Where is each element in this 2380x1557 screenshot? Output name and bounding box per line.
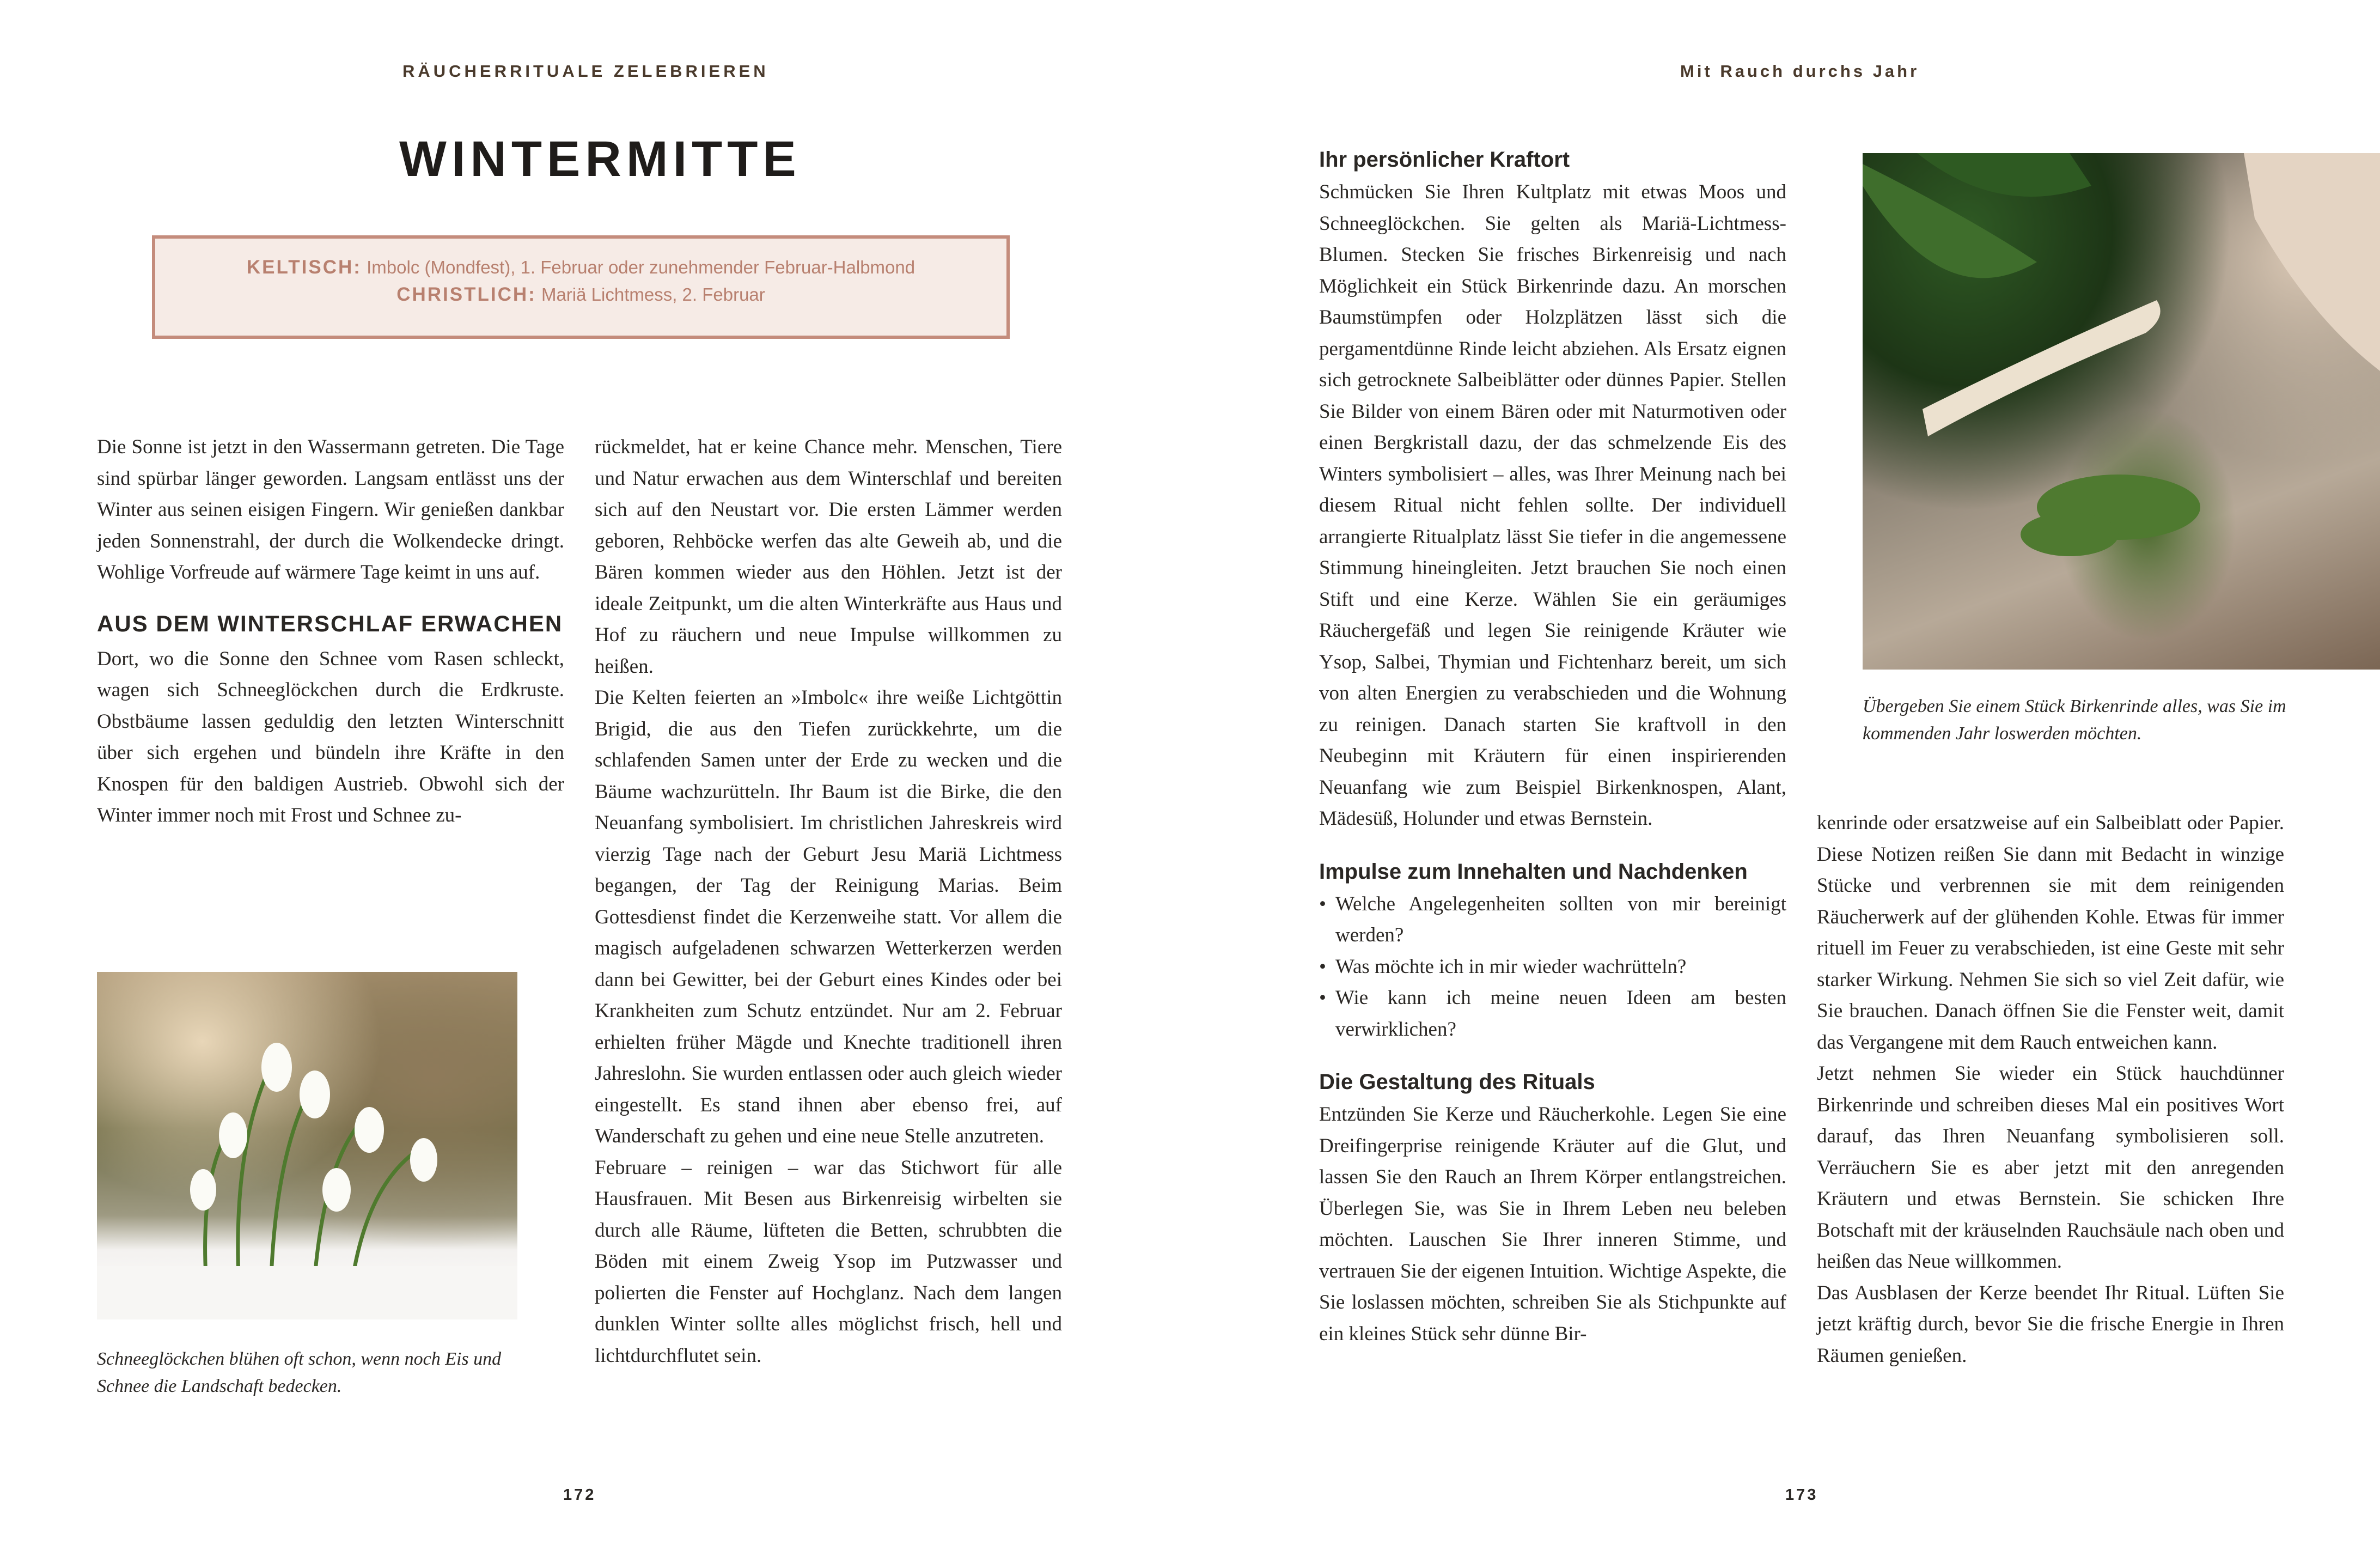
running-head-left: RÄUCHERRITUALE ZELEBRIEREN: [402, 62, 769, 81]
februare-paragraph: Februare – reinigen – war das Stichwort für alle Hausfrauen. Mit Besen aus Birkenreisig wirbelten sie durch alle Räume, lüfteten die Betten, schrubbten die Böden mit einem Zweig Ysop im Putzwasser und polierten die Fenster auf Hochglanz. Nach dem langen dunklen Winter sollte alles möglichst frisch, hell und lichtdurchflutet sein.: [595, 1156, 1062, 1367]
kelten-paragraph: Die Kelten feierten an »Imbolc« ihre weiße Lichtgöttin Brigid, die aus den Tiefen zurückkehrte, um die schlafenden Samen unter der Erde zu wecken und die Bäume wachzurütteln. Ihr Baum ist die Birke, die den Neuanfang symbolisiert. Im christlichen Jahreskreis wird vierzig Tage nach der Geburt Jesu Mariä Lichtmess begangen, der Tag der Reinigung Marias. Beim Gottesdienst findet die Kerzenweihe statt. Vor allem die magisch aufgeladenen schwarzen Wetterkerzen werden dann bei Gewitter, bei der Geburt eines Kindes oder bei Krankheiten zum Schutz entzündet. Nur am 2. Februar erhielten früher Mägde und Knechte traditionell ihren Jahreslohn. Sie wurden entlassen oder auch gleich wieder eingestellt. Es stand ihnen aber ebenso frei, auf Wanderschaft zu gehen und eine neue Stelle anzutreten.: [595, 686, 1062, 1147]
birch-bark-caption: Übergeben Sie einem Stück Birkenrinde alles, was Sie im kommenden Jahr loswerden möchten.: [1863, 696, 2286, 744]
kraftort-heading: Ihr persönlicher Kraftort: [1319, 148, 1570, 172]
left-column-1: [97, 431, 564, 831]
birch-bark-photo: [1863, 153, 2380, 670]
section-paragraph-part2: rückmeldet, hat er keine Chance mehr. Menschen, Tiere und Natur erwachen aus dem Winterschlaf und bereiten sich auf den Neustart vor. Die ersten Lämmer werden geboren, Rehböcke werfen das alte Geweih ab, und die Bären kommen wieder aus den Höhlen. Jetzt ist der ideale Zeitpunkt, um die alten Winterkräfte aus Haus und Hof zu räuchern und neue Impulse willkommen zu heißen.: [595, 436, 1062, 678]
page-number-left: 172: [563, 1486, 596, 1504]
section-heading: AUS DEM WINTERSCHLAF ERWACHEN: [97, 610, 563, 636]
snowdrops-photo: [97, 972, 517, 1319]
festival-info-box: [152, 235, 1010, 339]
right-column-2: [1817, 807, 2284, 1371]
page-title: WINTERMITTE: [399, 131, 801, 187]
christian-text: Mariä Lichtmess, 2. Februar: [541, 284, 765, 305]
impulse-list: [1319, 889, 1786, 1045]
ritual-paragraph-new-beginning: Jetzt nehmen Sie wieder ein Stück hauchdünner Birkenrinde und schreiben dieses Mal ein positives Wort darauf, das Ihren Neuanfang symbolisieren soll. Verräuchern Sie es aber jetzt mit den anregenden Kräutern und etwas Bernstein. Sie schicken Ihre Botschaft mit der kräuselnden Rauchsäule nach oben und heißen das Neue willkommen.: [1817, 1062, 2284, 1273]
snowdrops-illustration: [97, 972, 517, 1319]
left-column-2: [595, 431, 1062, 1371]
intro-paragraph: Die Sonne ist jetzt in den Wassermann getreten. Die Tage sind spürbar länger geworden. Langsam entlässt uns der Winter aus seinen eisigen Fingern. Wir genießen dankbar jeden Sonnenstrahl, der durch die Wolkendecke dringt. Wohlige Vorfreude auf wärmere Tage keimt in uns auf.: [97, 436, 564, 583]
christian-label: CHRISTLICH:: [396, 284, 536, 305]
section-paragraph-part1: Dort, wo die Sonne den Schnee vom Rasen schleckt, wagen sich Schneeglöckchen durch die Erdkruste. Obstbäume lassen geduldig den letzten Winterschnitt über sich ergehen und bündeln ihre Kräfte in den Knospen für den baldigen Austrieb. Obwohl sich der Winter immer noch mit Frost und Schnee zu-: [97, 647, 564, 826]
running-head-right: Mit Rauch durchs Jahr: [1680, 62, 1920, 81]
page-number-right: 173: [1785, 1486, 1818, 1504]
right-column-1: [1319, 144, 1786, 1349]
ritual-heading: Die Gestaltung des Rituals: [1319, 1070, 1595, 1094]
ritual-paragraph-part2: kenrinde oder ersatzweise auf ein Salbeiblatt oder Papier. Diese Notizen reißen Sie dann mit Bedacht in winzige Stücke und verbrennen sie mit dem reinigenden Räucherwerk auf der glühenden Kohle. Etwas für immer rituell im Feuer zu verabschieden, ist eine Geste mit sehr starker Wirkung. Nehmen Sie sich so viel Zeit dafür, wie Sie brauchen. Danach öffnen Sie die Fenster weit, damit das Vergangene mit dem Rauch entweichen kann.: [1817, 812, 2284, 1054]
snowdrops-caption: Schneeglöckchen blühen oft schon, wenn noch Eis und Schnee die Landschaft bedecken.: [97, 1349, 502, 1396]
impulse-heading: Impulse zum Innehalten und Nachdenken: [1319, 859, 1748, 884]
celtic-text: Imbolc (Mondfest), 1. Februar oder zunehmender Februar-Halbmond: [367, 257, 916, 277]
kraftort-paragraph: Schmücken Sie Ihren Kultplatz mit etwas Moos und Schneeglöckchen. Sie gelten als Mariä-Lichtmess-Blumen. Stecken Sie frisches Birkenreisig und nach Möglichkeit ein Stück Birkenrinde dazu. An morschen Baumstümpfen oder Holzplätzen lässt sich die pergamentdünne Rinde leicht abziehen. Als Ersatz eignen sich getrocknete Salbeiblätter oder dünnes Papier. Stellen Sie Bilder von einem Bären oder mit Naturmotiven oder einen Bergkristall dazu, der das schmelzende Eis des Winters symbolisiert – alles, was Ihrer Meinung nach bei diesem Ritual nicht fehlen sollte. Der individuell arrangierte Ritualplatz lässt Sie tiefer in die angemessene Stimmung hineingleiten. Jetzt brauchen Sie noch einen Stift und eine Kerze. Wählen Sie ein geräumiges Räuchergefäß und legen Sie reinigende Kräuter wie Ysop, Salbei, Thymian und Fichtenharz bereit, um sich von alten Energien zu verabschieden und die Wohnung zu reinigen. Danach starten Sie kraftvoll in den Neubeginn mit Kräutern für einen inspirierenden Neuanfang wie zum Beispiel Birkenknospen, Alant, Mädesüß, Holunder und etwas Bernstein.: [1319, 181, 1786, 830]
ritual-paragraph-part1: Entzünden Sie Kerze und Räucherkohle. Legen Sie eine Dreifingerprise reinigende Kräuter auf die Glut, und lassen Sie den Rauch an Ihrem Körper entlangstreichen. Überlegen Sie, was Sie in Ihrem Leben neu beleben möchten. Lauschen Sie Ihrer inneren Stimme, und vertrauen Sie der eigenen Intuition. Wichtige Aspekte, die Sie loslassen möchten, schreiben Sie als Stichpunkte auf ein kleines Stück sehr dünne Bir-: [1319, 1103, 1786, 1345]
impulse-item: • Welche Angelegenheiten sollten von mir bereinigt werden?: [1335, 889, 1786, 951]
birch-bark-illustration: [1863, 153, 2380, 670]
ritual-paragraph-ending: Das Ausblasen der Kerze beendet Ihr Ritual. Lüften Sie jetzt kräftig durch, bevor Sie die frische Energie in Ihren Räumen genießen.: [1817, 1281, 2284, 1367]
impulse-item: • Was möchte ich in mir wieder wachrütteln?: [1335, 951, 1786, 983]
impulse-item: • Wie kann ich meine neuen Ideen am besten verwirklichen?: [1335, 982, 1786, 1045]
celtic-label: KELTISCH:: [246, 257, 362, 278]
